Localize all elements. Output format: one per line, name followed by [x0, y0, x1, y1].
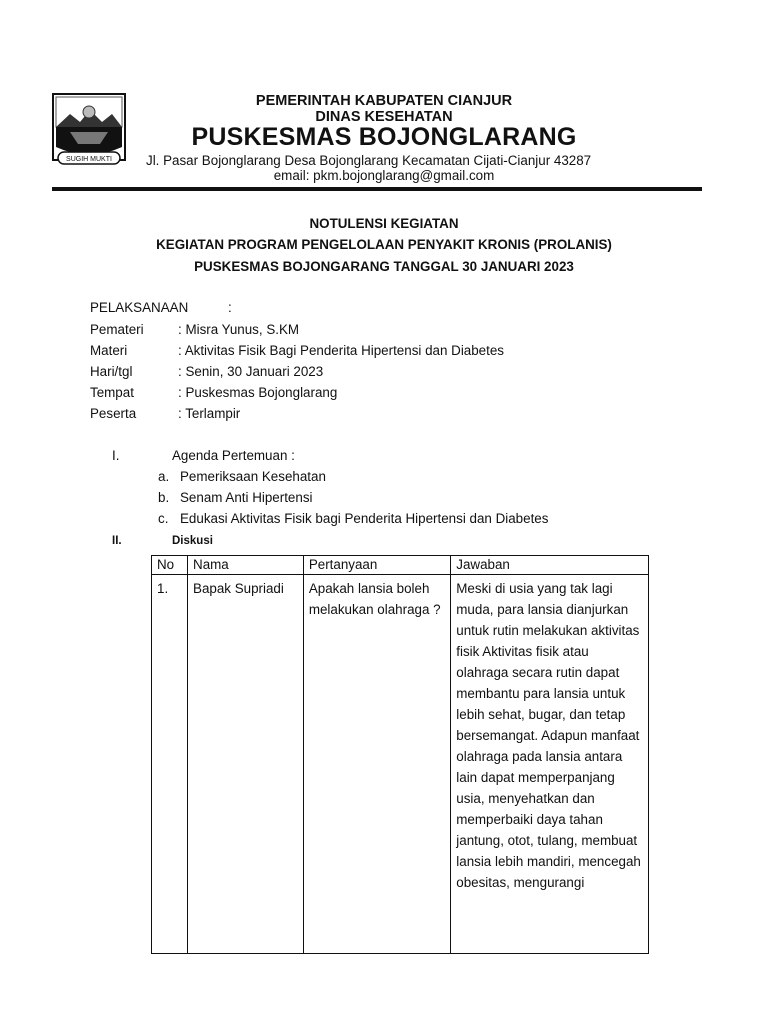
info-label: Pemateri [90, 322, 144, 337]
pelaksanaan-heading [90, 300, 232, 315]
header-department: DINAS KESEHATAN [315, 109, 453, 125]
info-label: Hari/tgl [90, 364, 133, 379]
column-header-nama: Nama [188, 556, 304, 575]
agenda-item-letter: a. [158, 469, 170, 484]
agenda-item-text: Senam Anti Hipertensi [180, 490, 313, 505]
info-label: Materi [90, 343, 128, 358]
agenda-item [158, 511, 548, 526]
info-label: Tempat [90, 385, 134, 400]
doc-subtitle: KEGIATAN PROGRAM PENGELOLAAN PENYAKIT KRONIS (PROLANIS) [156, 237, 612, 252]
agenda-item-text: Pemeriksaan Kesehatan [180, 469, 326, 484]
column-header-jawaban: Jawaban [451, 556, 649, 575]
agenda-item-letter: c. [158, 511, 169, 526]
agenda-heading: Agenda Pertemuan : [172, 448, 295, 463]
cell-no: 1. [152, 575, 188, 954]
doc-title: NOTULENSI KEGIATAN [309, 216, 459, 231]
info-value: : Terlampir [178, 406, 241, 421]
header-email: email: pkm.bojonglarang@gmail.com [273, 168, 495, 183]
agenda-item [158, 490, 313, 505]
column-header-no: No [152, 556, 188, 575]
info-row [90, 364, 323, 379]
agenda-numeral: I. [112, 448, 120, 463]
diskusi-heading: Diskusi [172, 535, 213, 547]
header-divider [52, 187, 702, 191]
info-row [90, 406, 240, 421]
doc-subtitle-date: PUSKESMAS BOJONGARANG TANGGAL 30 JANUARI 2023 [194, 259, 574, 274]
header-address: Jl. Pasar Bojonglarang Desa Bojonglarang Kecamatan Cijati-Cianjur 43287 [146, 153, 592, 168]
info-row [90, 322, 299, 337]
info-value: : Puskesmas Bojonglarang [178, 385, 338, 400]
column-header-pertanyaan: Pertanyaan [303, 556, 450, 575]
pelaksanaan-label: PELAKSANAAN [90, 300, 189, 315]
agenda-item-text: Edukasi Aktivitas Fisik bagi Penderita Hipertensi dan Diabetes [180, 511, 549, 526]
cell-nama: Bapak Supriadi [188, 575, 304, 954]
info-row [90, 343, 504, 358]
info-value: : Misra Yunus, S.KM [178, 322, 300, 337]
info-label: Peserta [90, 406, 137, 421]
cell-jawaban: Meski di usia yang tak lagi muda, para lansia dianjurkan untuk rutin melakukan aktivitas fisik Aktivitas fisik atau olahraga secara rutin dapat membantu para lansia untuk lebih sehat, bugar, dan tetap bersemangat. Adapun manfaat olahraga pada lansia antara lain dapat memperpanjang usia, menyehatkan dan memperbaiki daya tahan jantung, otot, tulang, membuat lansia lebih mandiri, mencegah obesitas, mengurangi [451, 575, 649, 954]
diskusi-table [151, 555, 649, 954]
agenda-item-letter: b. [158, 490, 170, 505]
logo-motto: SUGIH MUKTI [66, 156, 112, 163]
diskusi-numeral: II. [112, 535, 122, 547]
pelaksanaan-colon: : [228, 300, 232, 315]
header-org-name: PUSKESMAS BOJONGLARANG [191, 123, 577, 151]
table-row [152, 575, 649, 954]
info-value: : Aktivitas Fisik Bagi Penderita Hipertensi dan Diabetes [178, 343, 504, 358]
cell-pertanyaan: Apakah lansia boleh melakukan olahraga ? [303, 575, 450, 954]
agenda-item [158, 469, 326, 484]
header-government: PEMERINTAH KABUPATEN CIANJUR [255, 93, 513, 109]
table-header-row [152, 556, 649, 575]
info-row [90, 385, 337, 400]
info-value: : Senin, 30 Januari 2023 [178, 364, 324, 379]
